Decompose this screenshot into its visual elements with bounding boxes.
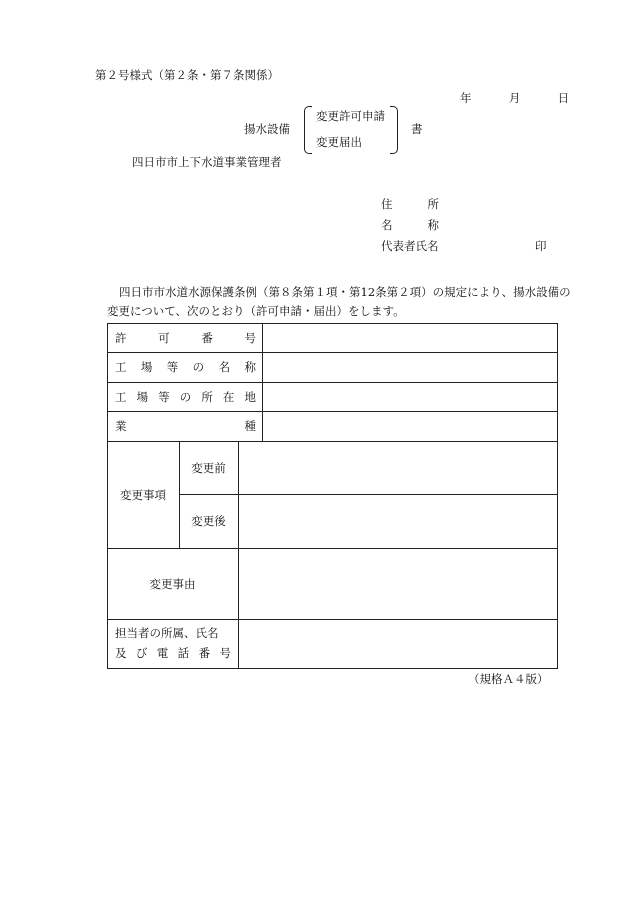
seal-mark: 印: [535, 239, 547, 253]
after-change-field[interactable]: [239, 495, 557, 548]
form-number: 第２号様式（第２条・第７条関係）: [95, 68, 279, 82]
change-reason-field[interactable]: [239, 549, 557, 619]
label-before-change: 変更前: [191, 460, 226, 475]
date-year: 年: [460, 91, 472, 105]
label-change-reason: 変更事由: [149, 576, 196, 591]
title-option-change-permit: 変更許可申請: [316, 109, 385, 123]
name-label: 名 称: [381, 218, 439, 232]
body-text: 四日市市水道水源保護条例（第８条第１項・第12条第２項）の規定により、揚水設備の変更について、次のとおり（許可申請・届出）をします。: [107, 285, 571, 318]
permit-number-field[interactable]: [263, 324, 557, 352]
title-suffix: 書: [411, 122, 423, 136]
industry-field[interactable]: [263, 412, 557, 441]
contact-field[interactable]: [239, 620, 557, 668]
label-change-items: 変更事項: [120, 487, 166, 502]
right-brace: [390, 106, 398, 154]
address-label: 住 所: [381, 197, 439, 211]
date-line: [460, 93, 569, 105]
label-contact-line2: 及 び 電 話 番 号: [115, 646, 231, 660]
before-change-field[interactable]: [239, 442, 557, 494]
addressee: 四日市市上下水道事業管理者: [132, 155, 282, 169]
title-prefix: 揚水設備: [244, 122, 290, 136]
title-option-change-notice: 変更届出: [316, 135, 362, 149]
label-permit-number: 許 可 番 号: [115, 330, 256, 345]
date-day: 日: [557, 91, 570, 105]
paper-size-note: （規格Ａ４版）: [468, 672, 549, 686]
date-month: 月: [508, 91, 521, 105]
label-factory-location: 工 場 等 の 所 在 地: [115, 389, 256, 404]
label-factory-name: 工 場 等 の 名 称: [115, 360, 256, 374]
factory-name-field[interactable]: [263, 353, 557, 382]
label-contact-line1: 担当者の所属、氏名: [115, 626, 219, 640]
label-after-change: 変更後: [191, 514, 226, 528]
label-industry: 業 種: [115, 419, 256, 433]
left-brace: [304, 106, 312, 154]
factory-location-field[interactable]: [263, 383, 557, 411]
representative-label: 代表者氏名: [381, 239, 439, 253]
